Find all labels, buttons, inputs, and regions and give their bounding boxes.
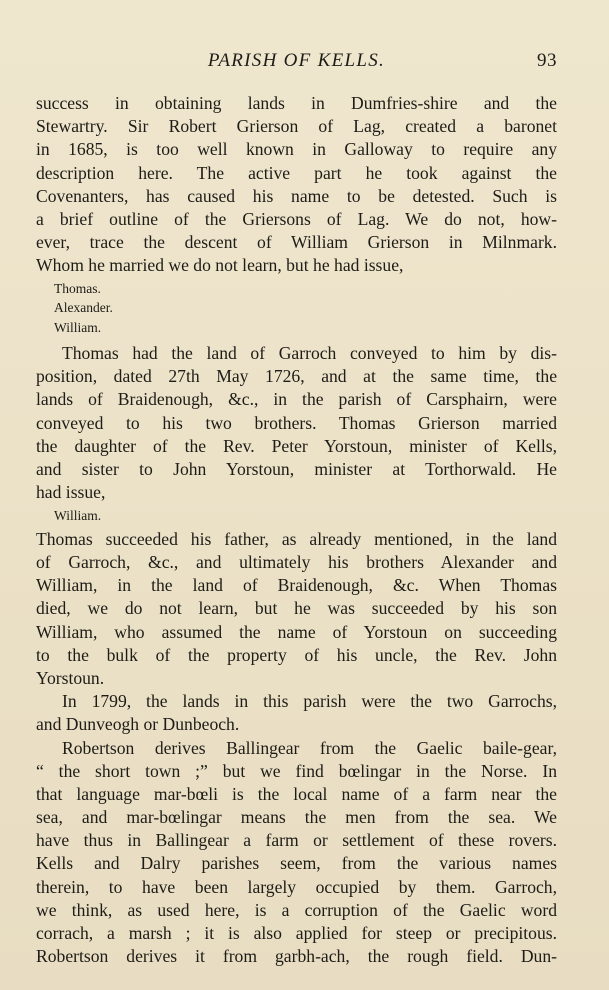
text-line: Yorstoun. bbox=[36, 667, 105, 688]
paragraph-5 bbox=[36, 737, 557, 969]
text-line: Robertson derives it from garbh-ach, the rough field. Dun- bbox=[36, 946, 557, 967]
text-line: of Garroch, &c., and ultimately his brothers Alexander and bbox=[36, 552, 557, 572]
body-text bbox=[36, 92, 557, 968]
text-line: lands of Braidenough, &c., in the parish of Carsphairn, were bbox=[36, 389, 557, 410]
text-line: conveyed to his two brothers. Thomas Grierson married bbox=[36, 412, 557, 433]
text-line: and Dunveogh or Dunbeoch. bbox=[36, 714, 240, 735]
text-line: ever, trace the descent of William Grierson in Milnmark. bbox=[36, 232, 557, 253]
text-line: William, who assumed the name of Yorstoun on succeeding bbox=[36, 621, 557, 642]
text-line: that language mar-bœli is the local name of a farm near the bbox=[36, 783, 557, 804]
paragraph-3 bbox=[36, 528, 557, 690]
text-line: have thus in Ballingear a farm or settlement of these rovers. bbox=[36, 830, 557, 851]
text-line: corrach, a marsh ; it is also applied for steep or precipitous. bbox=[36, 923, 557, 943]
text-line: Kells and Dalry parishes seem, from the various names bbox=[36, 853, 557, 874]
text-line: in 1685, is too well known in Galloway to require any bbox=[36, 139, 557, 160]
text-line: description here. The active part he took against the bbox=[36, 162, 557, 183]
text-line: the daughter of the Rev. Peter Yorstoun, minister of Kells, bbox=[36, 435, 557, 456]
text-line: sea, and mar-bœlingar means the men from the sea. We bbox=[36, 807, 557, 828]
issue-list bbox=[36, 279, 557, 338]
text-line: Thomas succeeded his father, as already mentioned, in the land bbox=[36, 528, 557, 549]
issue-list bbox=[36, 506, 557, 526]
text-line: position, dated 27th May 1726, and at the same time, the bbox=[36, 366, 557, 387]
text-line: and sister to John Yorstoun, minister at Torthorwald. He bbox=[36, 458, 557, 479]
text-line: Covenanters, has caused his name to be detested. Such is bbox=[36, 185, 557, 206]
text-line: William, in the land of Braidenough, &c. When Thomas bbox=[36, 575, 557, 596]
text-line: died, we do not learn, but he was succeeded by his son bbox=[36, 598, 557, 619]
text-line: “ the short town ;” but we find bœlingar in the Norse. In bbox=[36, 760, 557, 781]
text-line: had issue, bbox=[36, 482, 106, 503]
issue-name: Alexander. bbox=[54, 300, 113, 315]
issue-name: William. bbox=[54, 508, 102, 524]
running-head bbox=[36, 50, 557, 76]
text-line: Stewartry. Sir Robert Grierson of Lag, created a baronet bbox=[36, 116, 557, 137]
text-line: we think, as used here, is a corruption of the Gaelic word bbox=[36, 899, 557, 920]
issue-name: Thomas. bbox=[54, 280, 101, 296]
text-line: Whom he married we do not learn, but he had issue, bbox=[36, 255, 404, 276]
paragraph-2 bbox=[36, 342, 557, 504]
text-line: therein, to have been largely occupied by them. Garroch, bbox=[36, 876, 557, 897]
paragraph-1 bbox=[36, 92, 557, 278]
page-number: 93 bbox=[537, 50, 557, 71]
text-line: Thomas had the land of Garroch conveyed to him by dis- bbox=[62, 343, 557, 363]
running-title: PARISH OF KELLS. bbox=[207, 50, 386, 71]
text-line: success in obtaining lands in Dumfries-shire and the bbox=[36, 93, 557, 113]
text-line: In 1799, the lands in this parish were the two Garrochs, bbox=[62, 691, 557, 712]
text-line: to the bulk of the property of his uncle, the Rev. John bbox=[36, 644, 557, 665]
issue-name: William. bbox=[54, 319, 102, 335]
text-line: Robertson derives Ballingear from the Gaelic baile-gear, bbox=[62, 737, 557, 758]
text-line: a brief outline of the Griersons of Lag. We do not, how- bbox=[36, 208, 557, 229]
paragraph-4 bbox=[36, 690, 557, 736]
